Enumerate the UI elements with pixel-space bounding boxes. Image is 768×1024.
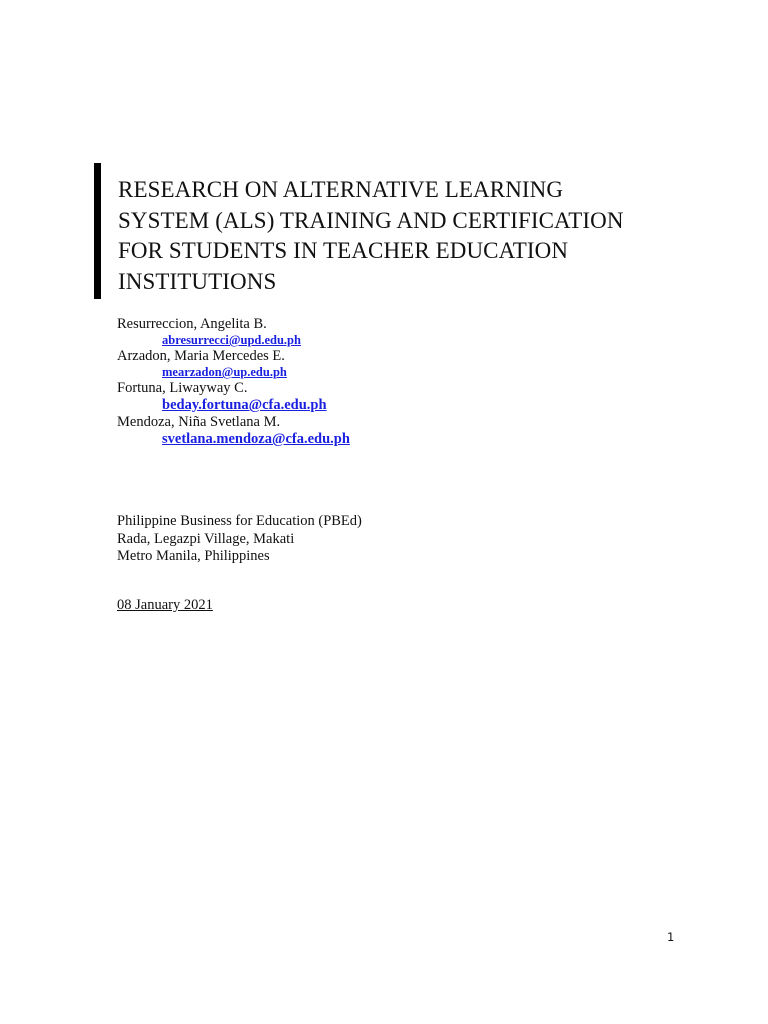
author-name: Resurreccion, Angelita B. bbox=[117, 316, 267, 332]
title-line: INSTITUTIONS bbox=[118, 268, 277, 294]
title-line: SYSTEM (ALS) TRAINING AND CERTIFICATION bbox=[118, 207, 624, 233]
title-accent-bar bbox=[94, 163, 101, 299]
document-date: 08 January 2021 bbox=[117, 597, 213, 613]
page-number: 1 bbox=[667, 930, 675, 944]
author-name: Mendoza, Niña Svetlana M. bbox=[117, 414, 281, 430]
author-email-link[interactable]: mearzadon@up.edu.ph bbox=[162, 365, 287, 379]
author-name: Fortuna, Liwayway C. bbox=[117, 380, 248, 396]
title-line: RESEARCH ON ALTERNATIVE LEARNING bbox=[118, 177, 564, 202]
document-title bbox=[118, 175, 678, 297]
organization-block bbox=[117, 513, 362, 566]
organization-name: Philippine Business for Education (PBEd) bbox=[117, 513, 362, 529]
organization-address-line: Rada, Legazpi Village, Makati bbox=[117, 530, 295, 547]
author-email-link[interactable]: beday.fortuna@cfa.edu.ph bbox=[162, 397, 327, 413]
author-email-link[interactable]: abresurrecci@upd.edu.ph bbox=[162, 333, 301, 347]
author-name: Arzadon, Maria Mercedes E. bbox=[117, 348, 285, 364]
author-list bbox=[117, 316, 617, 448]
organization-address-line: Metro Manila, Philippines bbox=[117, 548, 270, 564]
title-line: FOR STUDENTS IN TEACHER EDUCATION bbox=[118, 238, 569, 263]
author-email-link[interactable]: svetlana.mendoza@cfa.edu.ph bbox=[162, 431, 350, 447]
